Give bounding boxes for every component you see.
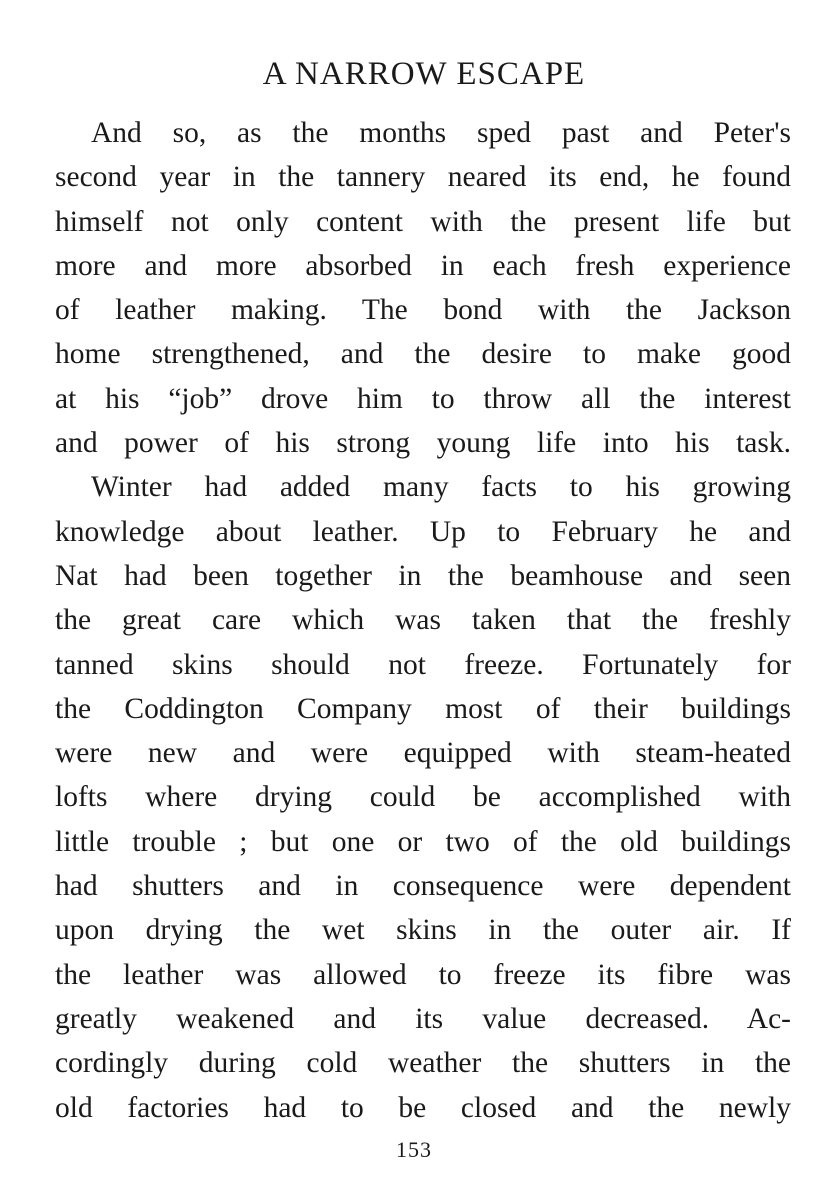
paragraph-2-line-8: lofts where drying could be accomplished with <box>55 781 791 814</box>
paragraph-2-line-14: cordingly during cold weather the shutters in the <box>55 1047 791 1080</box>
paragraph-1-line-3: himself not only content with the present life but <box>55 205 791 238</box>
paragraph-1-line-8: and power of his strong young life into his task. <box>55 427 791 460</box>
running-head: A NARROW ESCAPE <box>262 56 586 92</box>
page-number: 153 <box>396 1137 432 1162</box>
paragraph-2-line-3: Nat had been together in the beamhouse and seen <box>55 559 791 592</box>
paragraph-2-line-9: little trouble ; but one or two of the old buildings <box>55 825 791 858</box>
paragraph-2-line-1: Winter had added many facts to his growing <box>91 471 791 504</box>
paragraph-2-line-12: the leather was allowed to freeze its fibre was <box>55 958 791 991</box>
paragraph-2-line-2: knowledge about leather. Up to February he and <box>55 515 791 548</box>
paragraph-1-line-2: second year in the tannery neared its end, he found <box>55 161 791 194</box>
paragraph-2-line-5: tanned skins should not freeze. Fortunately for <box>55 648 791 681</box>
paragraph-1-line-4: more and more absorbed in each fresh experience <box>55 249 791 282</box>
paragraph-1-line-5: of leather making. The bond with the Jackson <box>55 294 791 327</box>
paragraph-1-line-6: home strengthened, and the desire to make good <box>55 338 791 371</box>
paragraph-2-line-6: the Coddington Company most of their buildings <box>55 692 791 725</box>
paragraph-2-line-11: upon drying the wet skins in the outer air. If <box>55 914 791 947</box>
paragraph-1-line-7: at his “job” drove him to throw all the interest <box>55 382 791 415</box>
paragraph-2-line-4: the great care which was taken that the freshly <box>55 604 791 637</box>
paragraph-2-line-15: old factories had to be closed and the newly <box>55 1091 791 1124</box>
paragraph-2-line-13: greatly weakened and its value decreased. Ac- <box>55 1002 791 1035</box>
paragraph-2-line-7: were new and were equipped with steam-heated <box>55 737 791 770</box>
paragraph-1-line-1: And so, as the months sped past and Peter's <box>91 117 791 149</box>
body-text <box>55 111 791 1130</box>
paragraph-2-line-10: had shutters and in consequence were dependent <box>55 870 791 903</box>
